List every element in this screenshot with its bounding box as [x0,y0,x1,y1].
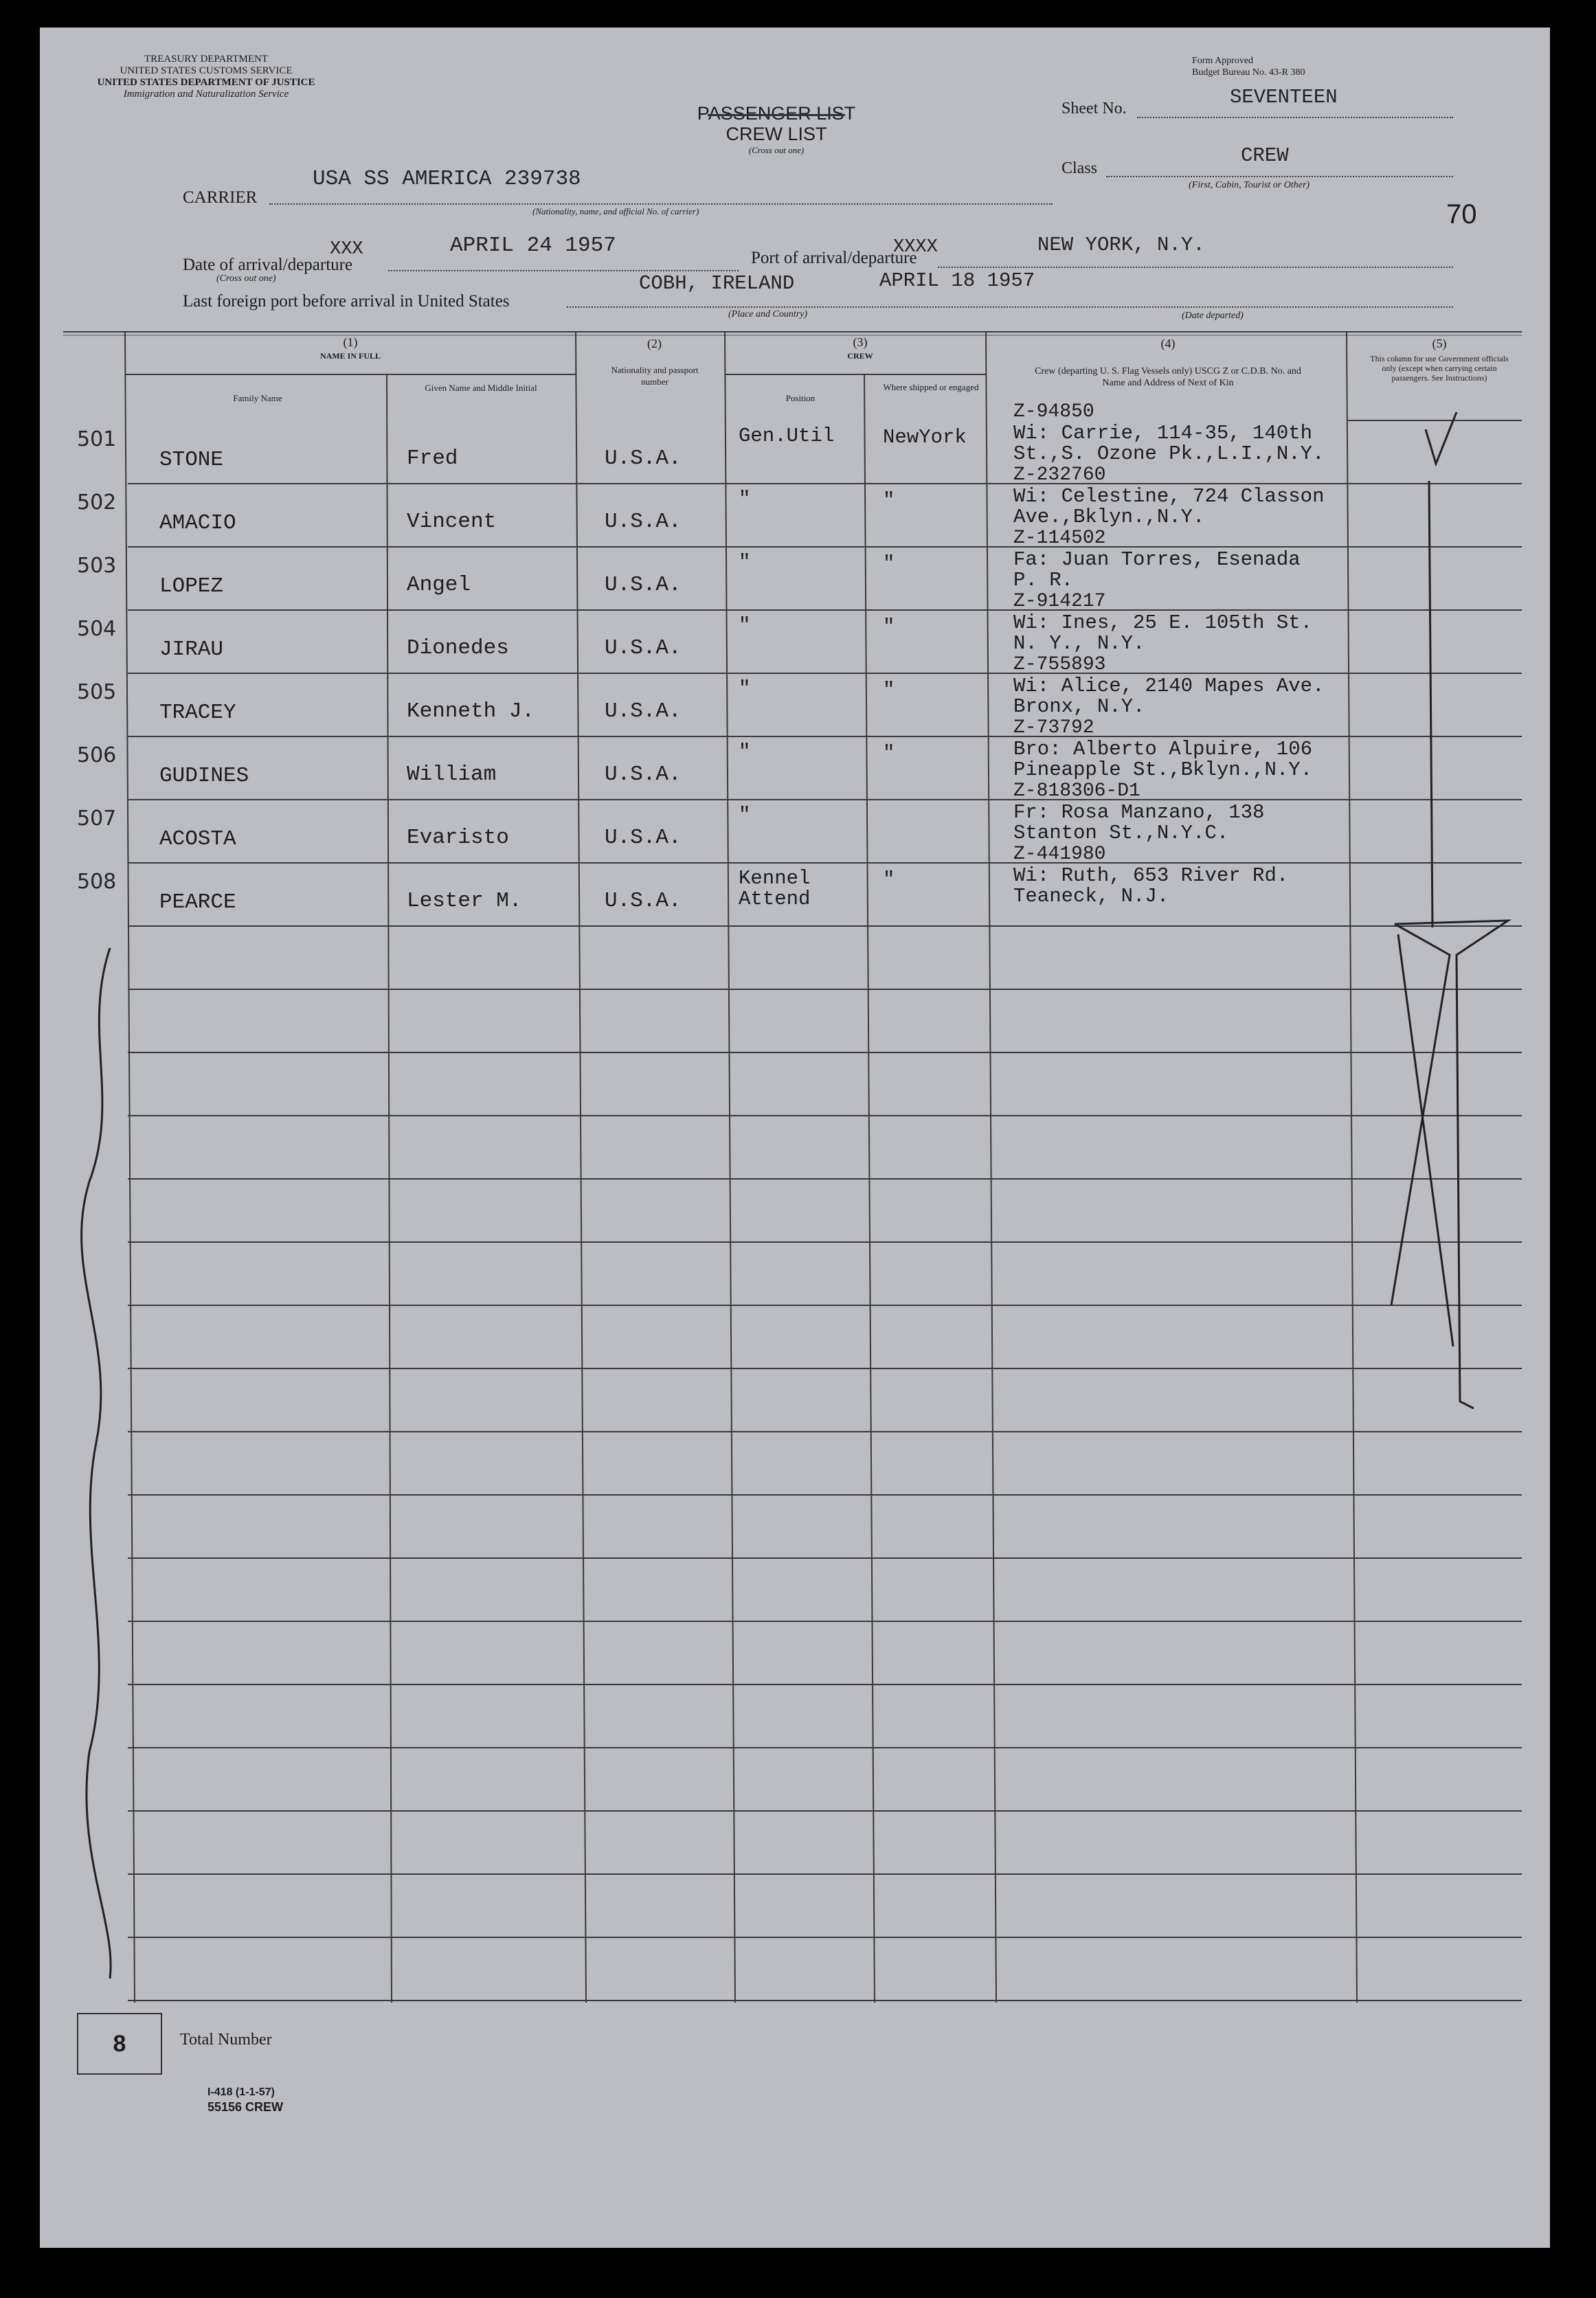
where-shipped: " [883,679,895,701]
departed-note: (Date departed) [1182,311,1244,321]
family-name: GUDINES [159,764,249,788]
column-3-header [730,335,991,363]
position-header: Position [785,393,816,403]
nationality: U.S.A. [605,573,682,597]
shipped-header: Where shipped or engaged [883,382,979,392]
position: " [739,551,751,574]
row-number: 502 [77,491,117,515]
carrier-label: CARRIER [183,188,258,207]
class-note: (First, Cabin, Tourist or Other) [1189,180,1310,190]
carrier-note: (Nationality, name, and official No. of carrier) [532,206,699,216]
nationality: U.S.A. [605,763,682,787]
row-number: 505 [77,680,117,704]
column-2-number: (2) [647,337,662,350]
where-shipped: NewYork [883,426,967,449]
z-number: Z-73792 [1013,717,1094,739]
port-strike: XXXX [893,237,938,258]
total-number-label: Total Number [180,2031,272,2049]
given-name: Angel [407,573,471,597]
z-number: Z-818306-D1 [1013,780,1140,802]
next-of-kin-line: Ave.,Bklyn.,N.Y. [1013,506,1205,528]
agency-line: TREASURY DEPARTMENT [144,54,269,65]
next-of-kin-line: Teaneck, N.J. [1013,885,1169,908]
next-of-kin-line: N. Y., N.Y. [1013,632,1145,655]
family-name: STONE [159,448,224,472]
foreign-port-note: (Place and Country) [728,309,808,319]
family-name: ACOSTA [159,827,236,851]
where-shipped: " [883,868,895,891]
where-shipped: " [883,616,895,638]
family-name: TRACEY [159,701,236,725]
column-number: (3) [853,335,868,349]
z-number: Z-232760 [1013,464,1106,486]
next-of-kin-line: Bro: Alberto Alpuire, 106 [1013,738,1313,761]
nationality: U.S.A. [605,447,682,471]
nationality-header: Nationality and passport number [611,365,699,387]
where-shipped: " [883,742,895,765]
foreign-port-label: Last foreign port before arrival in United States [183,292,510,311]
form-id: I-418 (1-1-57) [207,2086,275,2098]
next-of-kin-line: Bronx, N.Y. [1013,695,1145,718]
family-name-header: Family Name [233,393,282,403]
given-name: Dionedes [407,636,509,660]
port-label: Port of arrival/departure [751,249,917,267]
position: " [739,677,751,700]
position: " [739,614,751,637]
next-of-kin-line: Wi: Ruth, 653 River Rd. [1013,864,1289,887]
position: Gen.Util [739,425,835,447]
position: " [739,488,751,510]
next-of-kin-line: Stanton St.,N.Y.C. [1013,822,1229,844]
given-name: Fred [407,447,458,471]
date-note: (Cross out one) [216,273,276,284]
nationality: U.S.A. [605,889,682,913]
agency-line: UNITED STATES DEPARTMENT OF JUSTICE [97,77,315,88]
sheet-value: SEVENTEEN [1230,86,1338,109]
column-number: (1) [343,335,358,349]
nationality: U.S.A. [605,826,682,850]
port-value: NEW YORK, N.Y. [1037,234,1205,256]
given-name: Vincent [407,510,497,534]
agency-line: UNITED STATES CUSTOMS SERVICE [120,65,293,76]
form-approved-line: Form Approved [1192,56,1254,66]
row-number: 501 [77,427,117,451]
nationality: U.S.A. [605,699,682,723]
sheet-label: Sheet No. [1061,100,1127,117]
next-of-kin-line: Fr: Rosa Manzano, 138 [1013,801,1265,824]
family-name: LOPEZ [159,574,224,598]
date-value: APRIL 24 1957 [450,234,616,258]
next-of-kin-line: Pineapple St.,Bklyn.,N.Y. [1013,758,1313,781]
next-of-kin-line: Wi: Ines, 25 E. 105th St. [1013,611,1313,634]
budget-bureau-line: Budget Bureau No. 43-R 380 [1192,67,1305,78]
z-number: Z-914217 [1013,591,1106,612]
family-name: PEARCE [159,890,236,914]
next-of-kin-line: St.,S. Ozone Pk.,L.I.,N.Y. [1013,442,1325,465]
departed-value: APRIL 18 1957 [879,269,1035,292]
column-4-number: (4) [1160,337,1176,350]
date-strike: XXX [330,239,363,260]
given-name: Kenneth J. [407,699,535,723]
column-title: CREW [847,351,873,361]
next-of-kin-header: Crew (departing U. S. Flag Vessels only) USCG Z or C.D.B. No. and Name and Address of Next of Kin [1035,366,1301,388]
given-name: Evaristo [407,826,509,850]
row-number: 504 [77,617,117,641]
next-of-kin-line: P. R. [1013,569,1074,592]
page-number: 70 [1446,199,1477,229]
position: " [739,804,751,826]
nationality: U.S.A. [605,510,682,534]
class-label: Class [1061,159,1098,177]
next-of-kin-line: Wi: Celestine, 724 Classon [1013,485,1325,508]
date-label: Date of arrival/departure [183,256,353,274]
column-1-header [125,335,576,363]
form-code: 55156 CREW [207,2100,284,2114]
given-name: Lester M. [407,889,522,913]
family-name: AMACIO [159,511,236,535]
passenger-list-title: PASSENGER LIST [697,103,856,124]
family-name: JIRAU [159,638,224,662]
crew-list-title: CREW LIST [726,124,827,144]
z-number: Z-114502 [1013,528,1106,549]
agency-line: Immigration and Naturalization Service [123,89,289,100]
next-of-kin-line: Wi: Alice, 2140 Mapes Ave. [1013,675,1325,697]
z-number: Z-441980 [1013,844,1106,865]
row-number: 508 [77,870,117,894]
where-shipped: " [883,489,895,512]
next-of-kin-line: Fa: Juan Torres, Esenada [1013,548,1301,571]
row-number: 503 [77,554,117,578]
z-number: Z-94850 [1013,401,1094,423]
column-title: NAME IN FULL [319,351,381,361]
column-5-number: (5) [1432,337,1447,350]
where-shipped: " [883,552,895,575]
row-number: 506 [77,743,117,767]
position: " [739,741,751,763]
position: Kennel Attend [739,867,811,910]
row-number: 507 [77,807,117,831]
cross-out-note: (Cross out one) [748,145,805,155]
carrier-value: USA SS AMERICA 239738 [313,167,581,191]
class-value: CREW [1241,144,1289,167]
nationality: U.S.A. [605,636,682,660]
foreign-port-value: COBH, IRELAND [639,272,795,295]
given-name: William [407,763,497,787]
official-use-header: This column for use Government officials only (except when carrying certain passengers. See Instructions) [1370,354,1509,383]
next-of-kin-line: Wi: Carrie, 114-35, 140th [1013,422,1313,444]
z-number: Z-755893 [1013,654,1106,675]
given-name-header: Given Name and Middle Initial [425,383,537,393]
total-number-box: 8 [77,2013,162,2075]
